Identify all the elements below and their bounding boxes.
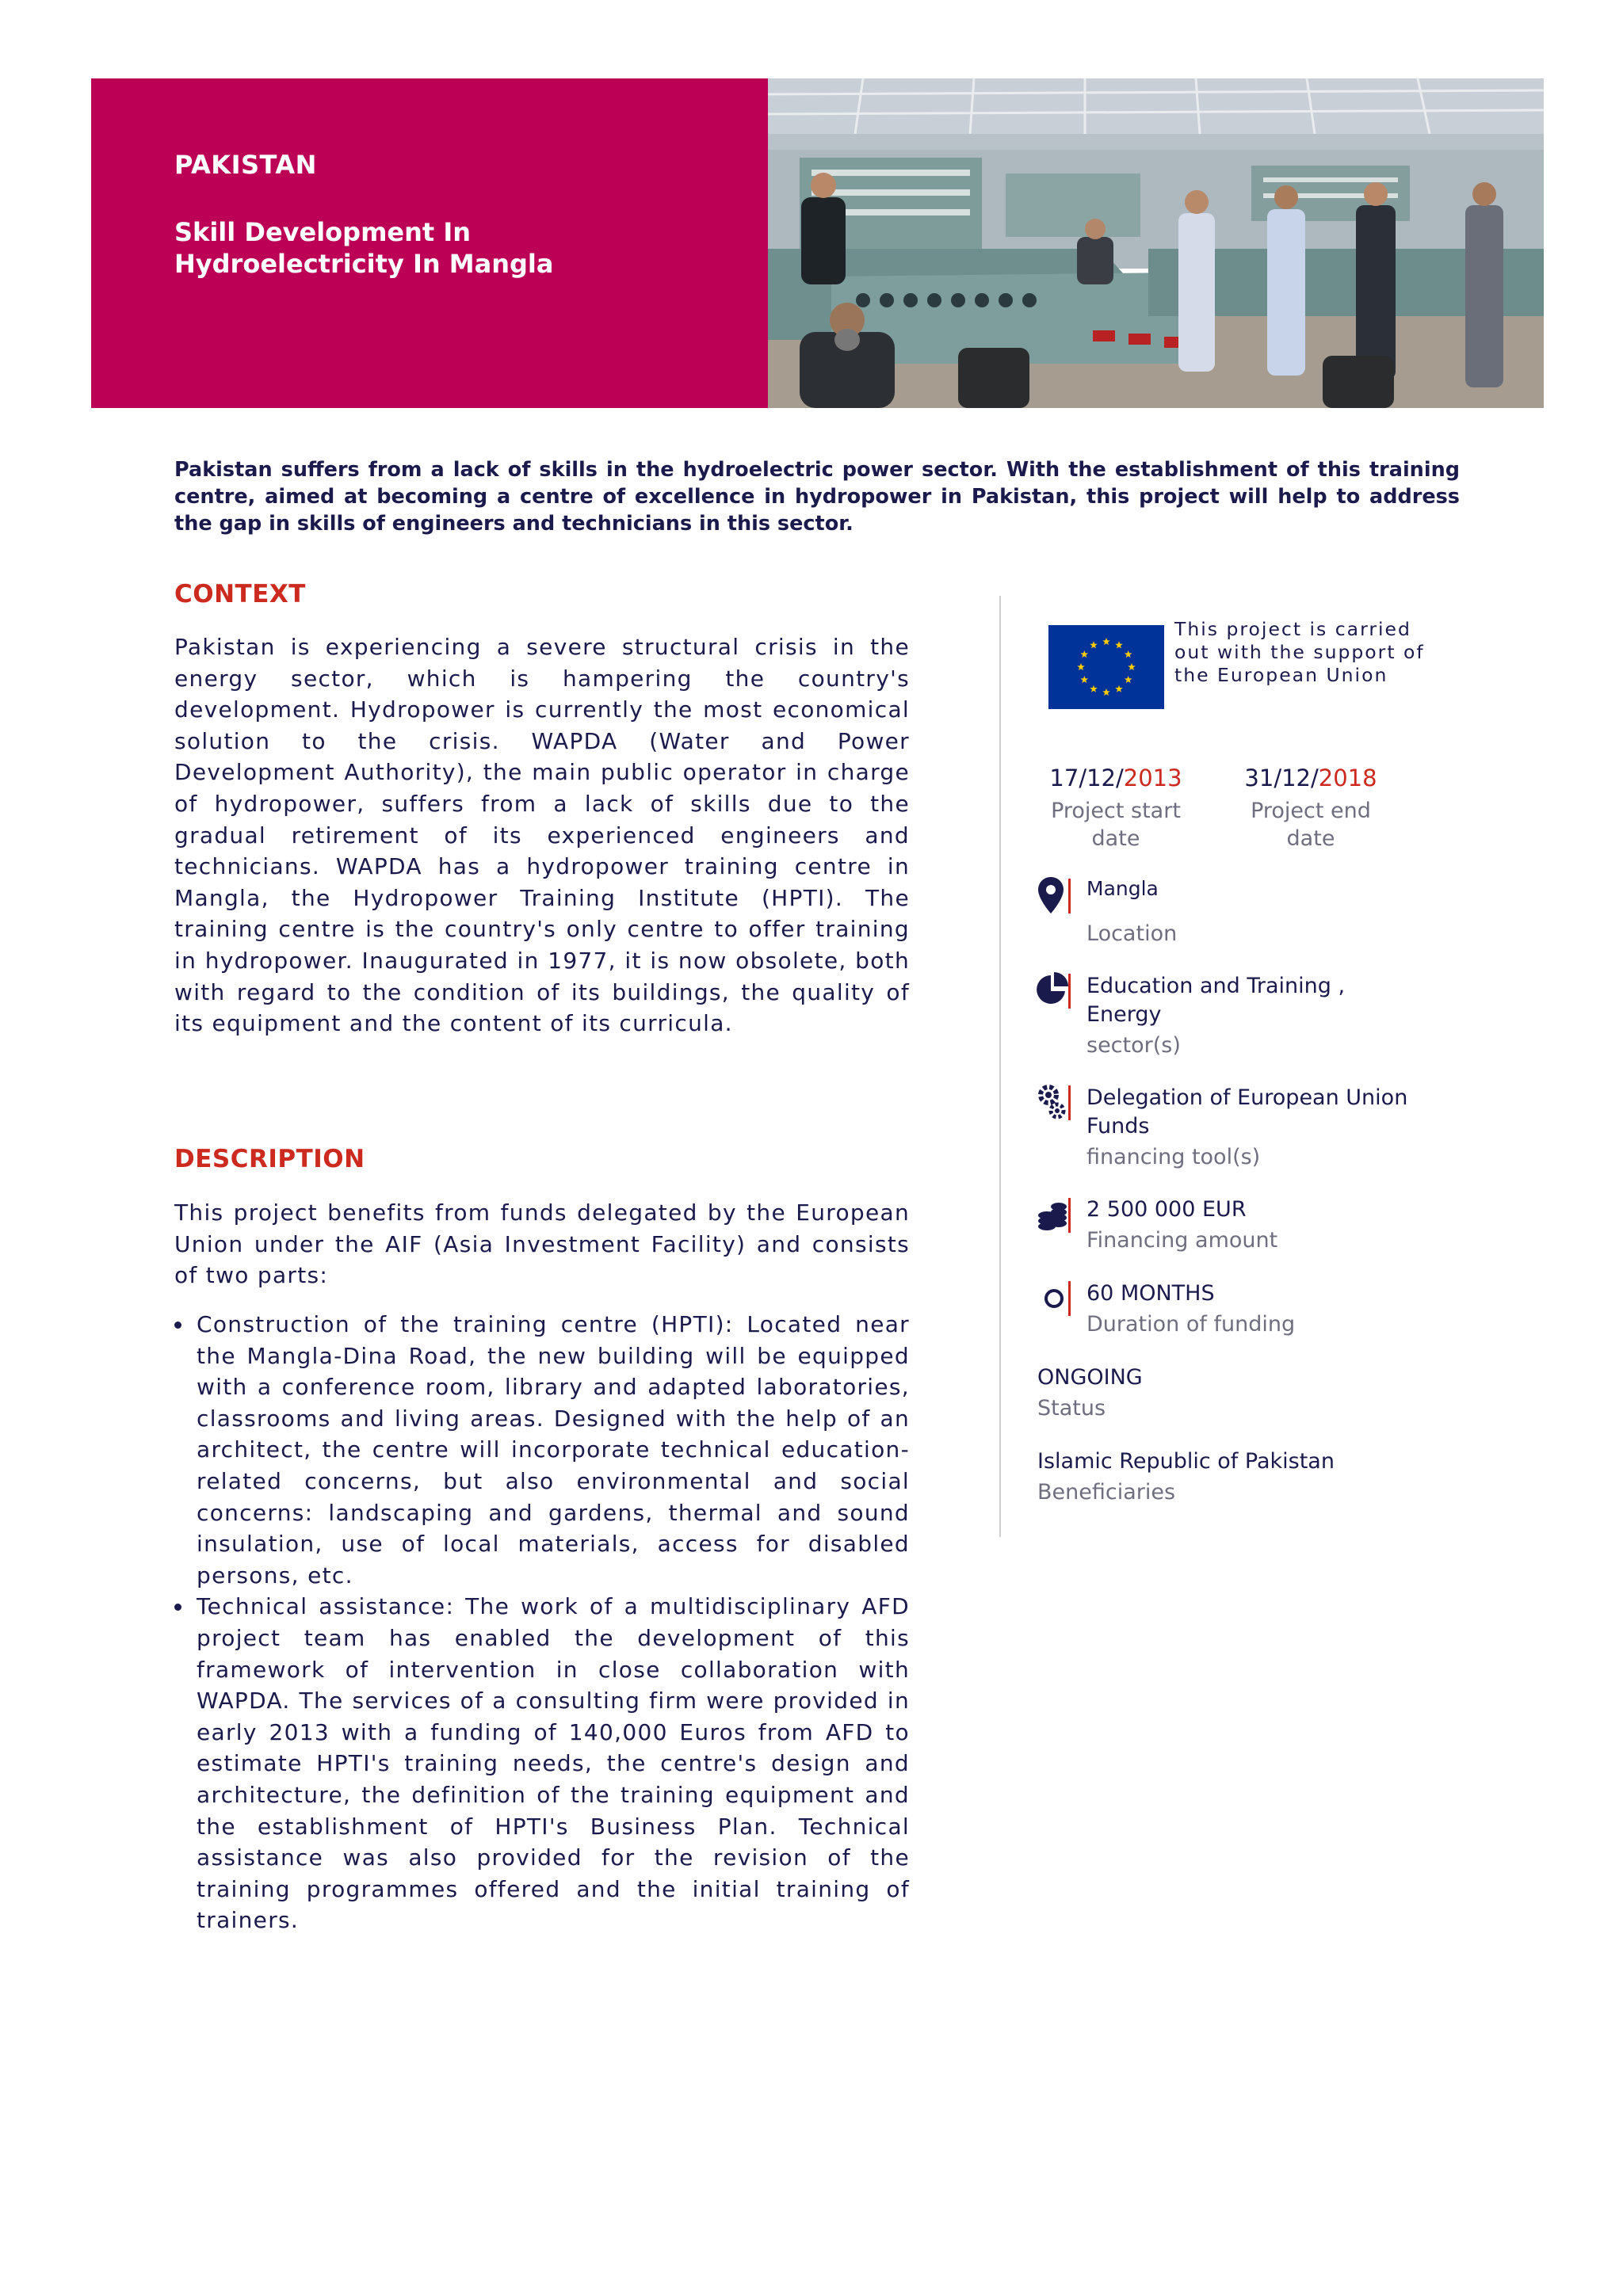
list-item [174, 1309, 910, 1591]
end-date-value [1232, 765, 1390, 791]
start-date-value [1037, 765, 1195, 791]
list-item [174, 1591, 910, 1936]
status-value: ONGOING [1037, 1365, 1143, 1390]
eu-flag-icon [1048, 625, 1164, 709]
pie-chart-icon [1037, 971, 1073, 1012]
description-heading: DESCRIPTION [174, 1145, 365, 1173]
duration-value: 60 MONTHS [1086, 1281, 1215, 1306]
sectors-value: Education and Training , Energy [1086, 974, 1346, 1027]
end-date-daymonth: 31/12/ [1244, 765, 1319, 791]
start-date-label: Project start date [1051, 799, 1181, 851]
duration-label: Duration of funding [1086, 1312, 1296, 1337]
financing-amount-value: 2 500 000 EUR [1086, 1197, 1247, 1222]
financing-tool-value: Delegation of European Union Funds [1086, 1085, 1408, 1138]
context-heading: CONTEXT [174, 580, 306, 608]
location-pin-icon [1037, 875, 1073, 917]
bullet-text: Construction of the training centre (HPTI): Located near the Mangla-Dina Road, the new building will be equipped with a conference room, library and adapted laboratories, classrooms and living areas. Designed with the help of an architect, the centre will incorporate technical education-related concerns, but also environmental and social concerns: landscaping and gardens, thermal and sound insulation, use of local materials, access for disabled persons, etc. [197, 1311, 910, 1589]
financing-tool-label: financing tool(s) [1086, 1145, 1261, 1169]
end-date-label: Project end date [1251, 799, 1371, 851]
sidebar-divider [999, 596, 1001, 1537]
context-body: Pakistan is experiencing a severe structural crisis in the energy sector, which is hampering the country's development. Hydropower is currently the most economical solution to the crisis. WAPDA (Water and Power Development Authority), the main public operator in charge of hydropower, suffers from a lack of skills due to the gradual retirement of its experienced engineers and technicians. WAPDA has a hydropower training centre in Mangla, the Hydropower Training Institute (HPTI). The training centre is the country's only centre to offer training in hydropower. Inaugurated in 1977, it is now obsolete, both with regard to the condition of its buildings, the quality of its equipment and the content of its curricula. [174, 634, 910, 1037]
bullet-text: Technical assistance: The work of a multidisciplinary AFD project team has enabled the development of this framework of intervention in close collaboration with WAPDA. The services of a consulting firm were provided in early 2013 with a funding of 140,000 Euros from AFD to estimate HPTI's training needs, the centre's design and architecture, the definition of the training equipment and the establishment of HPTI's Business Plan. Technical assistance was also provided for the revision of the training programmes offered and the initial training of trainers. [197, 1593, 910, 1934]
eu-support-note: This project is carried out with the support of the European Union [1174, 618, 1425, 686]
status-label: Status [1037, 1396, 1106, 1421]
beneficiaries-label: Beneficiaries [1037, 1480, 1176, 1505]
start-date-year: 2013 [1123, 765, 1182, 791]
project-title: Skill Development In Hydroelectricity In Mangla [174, 217, 554, 279]
coins-stack-icon [1037, 1195, 1073, 1236]
bullet-icon [174, 1322, 181, 1329]
location-label: Location [1086, 921, 1178, 946]
start-date-daymonth: 17/12/ [1049, 765, 1124, 791]
duration-clock-icon [1037, 1278, 1073, 1319]
location-value: Mangla [1086, 877, 1159, 900]
gears-icon [1037, 1082, 1073, 1123]
sectors-label: sector(s) [1086, 1033, 1181, 1058]
description-body: This project benefits from funds delegated by the European Union under the AIF (Asia Investment Facility) and consists of two parts: [174, 1199, 910, 1289]
beneficiaries-value: Islamic Republic of Pakistan [1037, 1449, 1335, 1474]
header-photo [768, 78, 1544, 408]
end-date-year: 2018 [1318, 765, 1377, 791]
header-banner [91, 78, 768, 408]
intro-summary: Pakistan suffers from a lack of skills in the hydroelectric power sector. With the establishment of this training centre, aimed at becoming a centre of excellence in hydropower in Pakistan, this project will help to address the gap in skills of engineers and technicians in this sector. [174, 458, 1460, 536]
country-label: PAKISTAN [174, 150, 317, 180]
financing-amount-label: Financing amount [1086, 1228, 1278, 1253]
bullet-icon [174, 1604, 181, 1611]
control-room-photo [768, 78, 1544, 408]
description-bullet-list [174, 1309, 910, 1936]
